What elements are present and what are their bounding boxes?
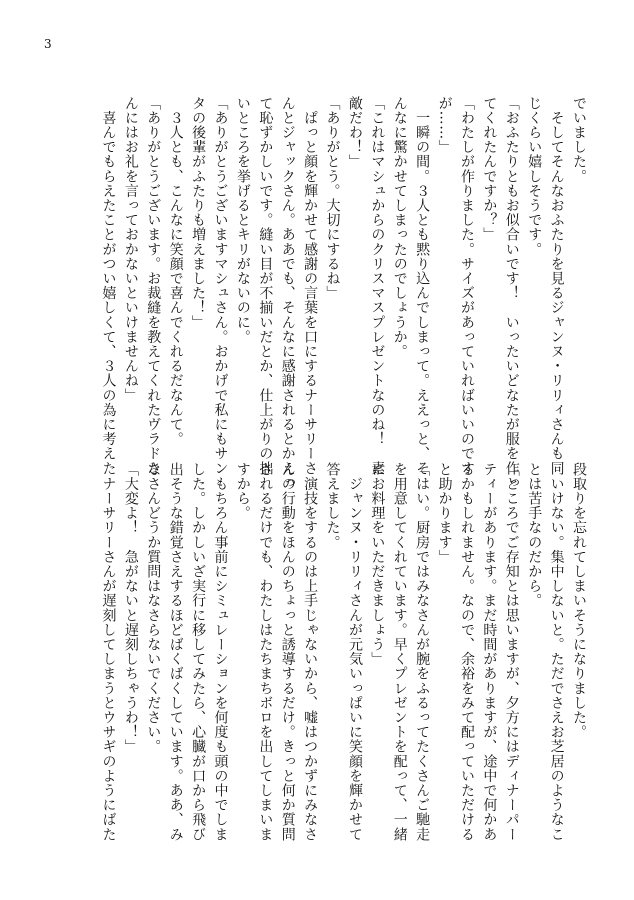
text-line-top: 敵だわ！」 [346,96,363,169]
text-line-top: 「わたしが作りました。サイズがあっていればいいのです [458,96,475,476]
text-line-top: タの後輩がふたりも増えました！」 [190,96,207,330]
text-line-bottom: 段取りを忘れてしまいそうになりました。 [571,462,587,740]
text-line-top: 「ありがとう。大切にするね」 [324,96,341,301]
text-line-top: 「おふたりともお似合いです！ いったいどなたが服を作っ [503,96,520,491]
text-line-top: でいました。 [571,96,587,184]
page-number: 3 [44,37,52,51]
text-line-top: が……」 [436,96,453,155]
text-line-bottom: 「大変よ！ 急がないと遅刻しちゃうわ！」 [122,462,139,754]
text-line-bottom: すから。 [234,462,251,521]
text-line-top: 「ありがとうございますマシュさん。おかげで私にもサン [212,96,229,476]
text-line-top: 一瞬の間。３人とも黙り込んでしまって。ええっと、そ [414,96,431,476]
text-line-bottom: 「ところでご存知とは思いますが、夕方にはディナーパー [503,462,520,842]
text-line-top: ぱっと顔を輝かせて感謝の言葉を口にするナーサリーさ [302,96,319,476]
text-line-bottom: んの行動をほんのちょっと誘導するだけ。きっと何か質問 [279,462,296,842]
text-line-bottom: 演技をするのは上手じゃないから、嘘はつかずにみなさ [302,462,319,842]
text-line-bottom: されるだけでも、わたしはたちまちボロを出してしまいま [257,462,274,842]
text-line-top: じくらい嬉しそうです。 [526,96,543,257]
text-block-top [97,96,590,491]
text-line-bottom: にお料理をいただきましょう」 [369,462,386,667]
text-line-bottom: るかもしれません。なので、余裕をみて配っていただける [458,462,475,842]
text-line-bottom: 「はい。厨房ではみなさんが腕をふるってたくさんご馳走 [414,462,431,842]
text-line-bottom: を用意してくれています。早くプレゼントを配って、一緒 [391,462,408,842]
text-line-bottom: 出そうな錯覚さえするほどばくばくしています。ああ、み [167,462,184,842]
text-line-bottom: と助かります」 [436,462,453,565]
text-line-top: んなに驚かせてしまったのでしょうか。 [391,96,408,359]
text-line-bottom: なさんどうか質問はなさらないでください。 [145,462,162,754]
text-line-top: てくれたんですか？」 [481,96,498,242]
text-line-top: いところを挙げるとキリがないのに。 [234,96,251,345]
text-line-bottom: した。しかしいざ実行に移してみたら、心臓が口から飛び [190,462,207,842]
text-line-top: んとジャックさん。ああでも、そんなに感謝されるとかえっ [279,96,296,491]
text-line-bottom: いけない。集中しないと。ただでさえお芝居のようなこ [548,462,565,842]
text-line-top: 「ありがとうございます。お裁縫を教えてくれたヴラドさ [145,96,162,476]
text-line-top: て恥ずかしいです。縫い目が不揃いだとか、仕上がりの拙 [257,96,274,476]
text-line-top: 「これはマシュからのクリスマスプレゼントなのね！ 素 [369,96,386,476]
text-line-bottom: とは苦手なのだから。 [526,462,543,608]
text-line-bottom: もちろん事前にシミュレーションを何度も頭の中でしま [212,462,229,842]
text-line-bottom: ナーサリーさんが遅刻してしまうとウサギのようにばた [100,462,117,842]
text-line-bottom: 答えました。 [324,462,341,550]
text-line-bottom: ジャンヌ・リリィさんが元気いっぱいに笑顔を輝かせて [346,462,363,842]
text-line-top: ３人とも、こんなに笑顔で喜んでくれるだなんて。 [167,96,184,447]
text-line-bottom: ティーがあります。まだ時間がありますが、途中で何かあ [481,462,498,842]
text-line-top: んにはお礼を言っておかないといけませんね」 [122,96,139,403]
text-block-bottom [97,462,590,842]
text-line-top: 喜んでもらえたことがつい嬉しくて、３人の為に考えた [100,96,117,476]
text-line-top: そしてそんなおふたりを見るジャンヌ・リリィさんも同 [548,96,565,476]
